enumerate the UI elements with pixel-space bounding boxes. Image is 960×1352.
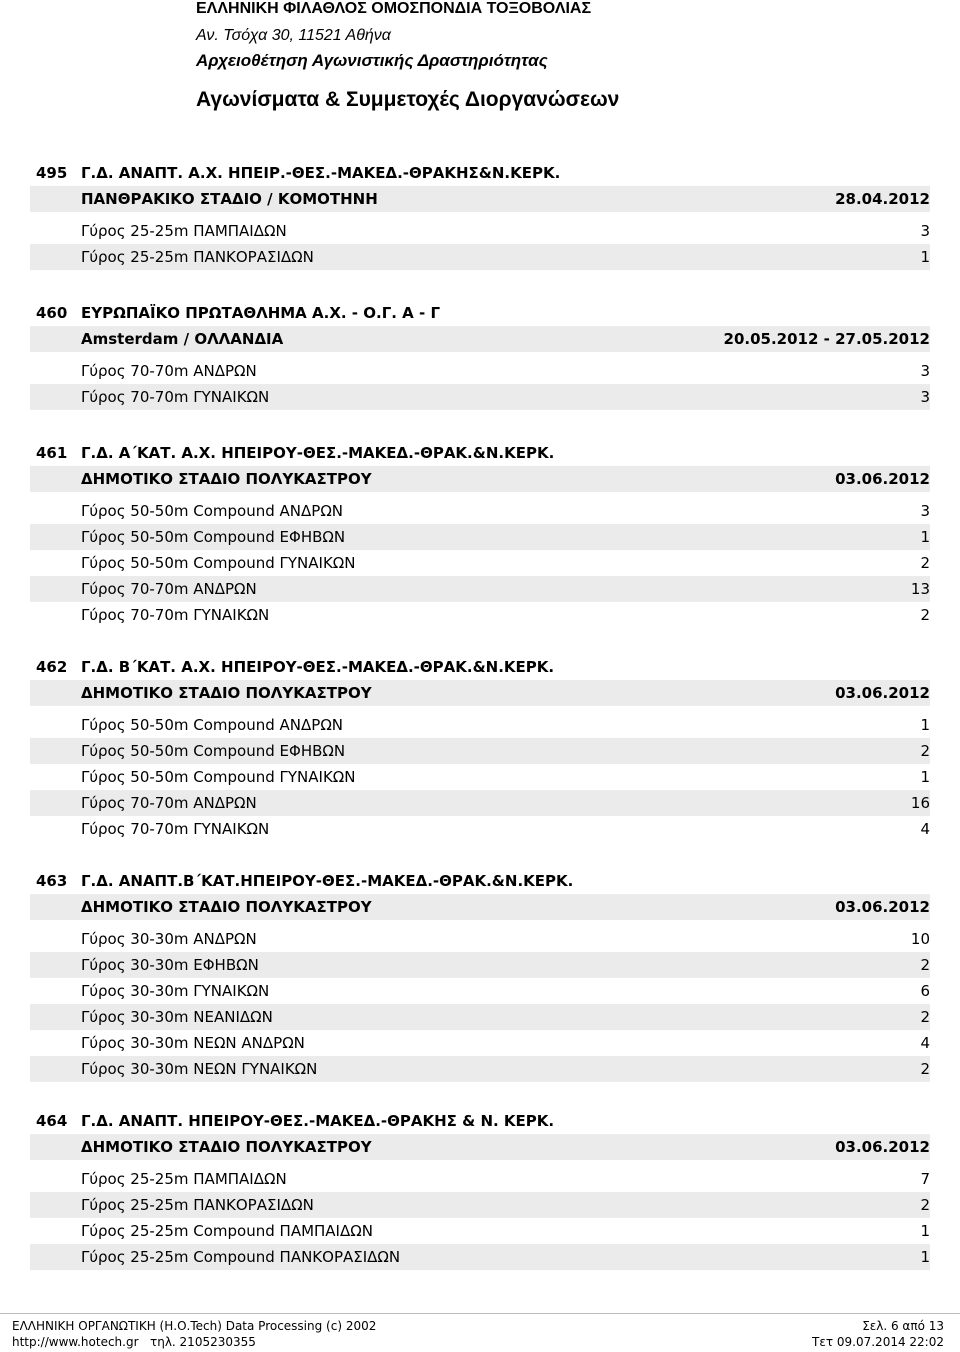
footer-org: ΕΛΛΗΝΙΚΗ ΟΡΓΑΝΩΤΙΚΗ (Η.Ο.Tech) Data Processing (c) 2002 — [12, 1319, 377, 1333]
category-name: Γύρος 30-30m ΕΦΗΒΩΝ — [81, 956, 259, 974]
event-name: Γ.Δ. Α΄ΚΑΤ. Α.Χ. ΗΠΕΙΡΟΥ-ΘΕΣ.-ΜΑΚΕΔ.-ΘΡΑΚ.&Ν.ΚΕΡΚ. — [81, 444, 555, 462]
category-name: Γύρος 25-25m Compound ΠΑΝΚΟΡΑΣΙΔΩΝ — [81, 1248, 401, 1266]
category-name: Γύρος 50-50m Compound ΕΦΗΒΩΝ — [81, 528, 346, 546]
category-count: 2 — [920, 606, 930, 624]
category-row — [30, 952, 930, 978]
category-count: 16 — [910, 794, 930, 812]
category-name: Γύρος 70-70m ΓΥΝΑΙΚΩΝ — [81, 820, 270, 838]
event-venue: ΔΗΜΟΤΙΚΟ ΣΤΑΔΙΟ ΠΟΛΥΚΑΣΤΡΟΥ — [81, 470, 372, 488]
category-row — [30, 576, 930, 602]
archive-title: Αρχειοθέτηση Αγωνιστικής Δραστηριότητας — [196, 51, 548, 70]
category-row — [30, 1030, 930, 1056]
category-row — [30, 602, 930, 628]
category-row — [30, 1166, 930, 1192]
footer-left — [12, 1318, 376, 1350]
event-venue: ΠΑΝΘΡΑΚΙΚΟ ΣΤΑΔΙΟ / ΚΟΜΟΤΗΝΗ — [81, 190, 378, 208]
category-name: Γύρος 30-30m ΝΕΩΝ ΑΝΔΡΩΝ — [81, 1034, 305, 1052]
event-venue-row — [30, 894, 930, 920]
category-name: Γύρος 50-50m Compound ΓΥΝΑΙΚΩΝ — [81, 768, 356, 786]
event-venue-row — [30, 186, 930, 212]
category-row — [30, 926, 930, 952]
category-count: 2 — [920, 742, 930, 760]
event-date: 03.06.2012 — [835, 1138, 930, 1156]
event-venue-row — [30, 326, 930, 352]
category-row — [30, 764, 930, 790]
category-count: 1 — [920, 528, 930, 546]
category-name: Γύρος 50-50m Compound ΕΦΗΒΩΝ — [81, 742, 346, 760]
category-count: 3 — [920, 502, 930, 520]
category-count: 2 — [920, 1196, 930, 1214]
category-row — [30, 978, 930, 1004]
event-number: 463 — [36, 872, 68, 890]
category-row — [30, 358, 930, 384]
category-count: 2 — [920, 1060, 930, 1078]
event-date: 03.06.2012 — [835, 684, 930, 702]
category-row — [30, 1192, 930, 1218]
category-row — [30, 1004, 930, 1030]
category-name: Γύρος 70-70m ΑΝΔΡΩΝ — [81, 794, 257, 812]
category-count: 1 — [920, 248, 930, 266]
event-name: Γ.Δ. ΑΝΑΠΤ. ΗΠΕΙΡΟΥ-ΘΕΣ.-ΜΑΚΕΔ.-ΘΡΑΚΗΣ & Ν. ΚΕΡΚ. — [81, 1112, 555, 1130]
category-name: Γύρος 25-25m ΠΑΝΚΟΡΑΣΙΔΩΝ — [81, 1196, 314, 1214]
event-date: 20.05.2012 - 27.05.2012 — [723, 330, 930, 348]
category-row — [30, 384, 930, 410]
category-name: Γύρος 50-50m Compound ΓΥΝΑΙΚΩΝ — [81, 554, 356, 572]
event-venue: ΔΗΜΟΤΙΚΟ ΣΤΑΔΙΟ ΠΟΛΥΚΑΣΤΡΟΥ — [81, 1138, 372, 1156]
event-block — [0, 300, 960, 410]
category-row — [30, 498, 930, 524]
event-date: 03.06.2012 — [835, 898, 930, 916]
category-name: Γύρος 70-70m ΓΥΝΑΙΚΩΝ — [81, 388, 270, 406]
category-row — [30, 712, 930, 738]
category-name: Γύρος 50-50m Compound ΑΝΔΡΩΝ — [81, 502, 344, 520]
category-row — [30, 816, 930, 842]
category-count: 1 — [920, 1222, 930, 1240]
category-count: 7 — [920, 1170, 930, 1188]
event-name: Γ.Δ. Β΄ΚΑΤ. Α.Χ. ΗΠΕΙΡΟΥ-ΘΕΣ.-ΜΑΚΕΔ.-ΘΡΑΚ.&Ν.ΚΕΡΚ. — [81, 658, 555, 676]
footer-contact — [12, 1334, 376, 1350]
event-date: 28.04.2012 — [835, 190, 930, 208]
event-title-row — [0, 160, 960, 186]
event-title-row — [0, 1108, 960, 1134]
event-block — [0, 440, 960, 628]
category-name: Γύρος 70-70m ΓΥΝΑΙΚΩΝ — [81, 606, 270, 624]
event-venue: Amsterdam / ΟΛΛΑΝΔΙΑ — [81, 330, 284, 348]
event-name: ΕΥΡΩΠΑΪΚΟ ΠΡΩΤΑΘΛΗΜΑ Α.Χ. - Ο.Γ. Α - Γ — [81, 304, 441, 322]
event-block — [0, 1108, 960, 1270]
event-title-row — [0, 868, 960, 894]
category-count: 1 — [920, 1248, 930, 1266]
category-count: 3 — [920, 222, 930, 240]
report-title: Αγωνίσματα & Συμμετοχές Διοργανώσεων — [196, 88, 620, 111]
category-count: 3 — [920, 362, 930, 380]
category-count: 2 — [920, 956, 930, 974]
category-name: Γύρος 30-30m ΑΝΔΡΩΝ — [81, 930, 257, 948]
event-venue-row — [30, 466, 930, 492]
category-name: Γύρος 70-70m ΑΝΔΡΩΝ — [81, 580, 257, 598]
event-name: Γ.Δ. ΑΝΑΠΤ. Α.Χ. ΗΠΕΙΡ.-ΘΕΣ.-ΜΑΚΕΔ.-ΘΡΑΚΗΣ&Ν.ΚΕΡΚ. — [81, 164, 561, 182]
event-number: 462 — [36, 658, 68, 676]
page-number: Σελ. 6 από 13 — [862, 1319, 944, 1333]
event-number: 461 — [36, 444, 68, 462]
category-count: 3 — [920, 388, 930, 406]
category-count: 10 — [910, 930, 930, 948]
category-name: Γύρος 30-30m ΝΕΑΝΙΔΩΝ — [81, 1008, 273, 1026]
category-count: 6 — [920, 982, 930, 1000]
event-block — [0, 160, 960, 270]
footer-phone: τηλ. 2105230355 — [149, 1335, 256, 1349]
event-date: 03.06.2012 — [835, 470, 930, 488]
event-name: Γ.Δ. ΑΝΑΠΤ.Β΄ΚΑΤ.ΗΠΕΙΡΟΥ-ΘΕΣ.-ΜΑΚΕΔ.-ΘΡΑΚ.&Ν.ΚΕΡΚ. — [81, 872, 574, 890]
event-number: 460 — [36, 304, 68, 322]
event-title-row — [0, 654, 960, 680]
category-row — [30, 524, 930, 550]
print-timestamp: Τετ 09.07.2014 22:02 — [812, 1335, 944, 1349]
event-title-row — [0, 300, 960, 326]
category-row — [30, 1218, 930, 1244]
category-row — [30, 244, 930, 270]
category-name: Γύρος 25-25m ΠΑΜΠΑΙΔΩΝ — [81, 1170, 287, 1188]
category-name: Γύρος 25-25m ΠΑΜΠΑΙΔΩΝ — [81, 222, 287, 240]
event-venue: ΔΗΜΟΤΙΚΟ ΣΤΑΔΙΟ ΠΟΛΥΚΑΣΤΡΟΥ — [81, 898, 372, 916]
category-row — [30, 218, 930, 244]
category-count: 4 — [920, 820, 930, 838]
federation-address: Αν. Τσόχα 30, 11521 Αθήνα — [196, 27, 391, 44]
footer-right — [812, 1318, 944, 1350]
event-venue-row — [30, 1134, 930, 1160]
event-venue: ΔΗΜΟΤΙΚΟ ΣΤΑΔΙΟ ΠΟΛΥΚΑΣΤΡΟΥ — [81, 684, 372, 702]
event-block — [0, 654, 960, 842]
category-row — [30, 1056, 930, 1082]
category-row — [30, 738, 930, 764]
category-count: 4 — [920, 1034, 930, 1052]
category-row — [30, 790, 930, 816]
event-number: 464 — [36, 1112, 68, 1130]
event-title-row — [0, 440, 960, 466]
category-name: Γύρος 30-30m ΓΥΝΑΙΚΩΝ — [81, 982, 270, 1000]
event-venue-row — [30, 680, 930, 706]
footer-url[interactable]: http://www.hotech.gr — [12, 1335, 139, 1349]
category-name: Γύρος 25-25m ΠΑΝΚΟΡΑΣΙΔΩΝ — [81, 248, 314, 266]
event-block — [0, 868, 960, 1082]
category-name: Γύρος 50-50m Compound ΑΝΔΡΩΝ — [81, 716, 344, 734]
category-count: 1 — [920, 768, 930, 786]
category-name: Γύρος 25-25m Compound ΠΑΜΠΑΙΔΩΝ — [81, 1222, 373, 1240]
category-name: Γύρος 70-70m ΑΝΔΡΩΝ — [81, 362, 257, 380]
category-name: Γύρος 30-30m ΝΕΩΝ ΓΥΝΑΙΚΩΝ — [81, 1060, 318, 1078]
footer-divider — [0, 1313, 960, 1314]
category-row — [30, 550, 930, 576]
category-count: 2 — [920, 1008, 930, 1026]
federation-name: ΕΛΛΗΝΙΚΗ ΦΙΛΑΘΛΟΣ ΟΜΟΣΠΟΝΔΙΑ ΤΟΞΟΒΟΛΙΑΣ — [196, 0, 592, 17]
category-count: 1 — [920, 716, 930, 734]
event-number: 495 — [36, 164, 68, 182]
category-count: 13 — [910, 580, 930, 598]
category-row — [30, 1244, 930, 1270]
category-count: 2 — [920, 554, 930, 572]
